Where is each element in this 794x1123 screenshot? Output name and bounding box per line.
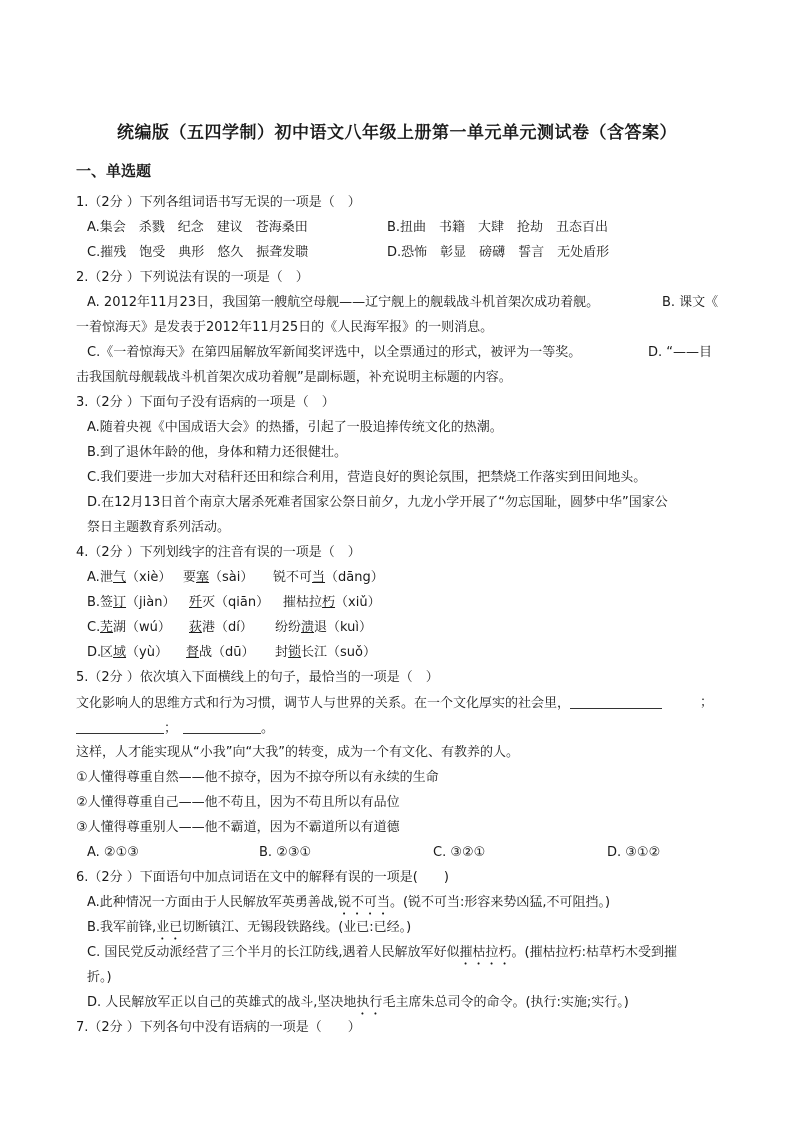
question-5-blanks: ； 。 (76, 719, 274, 738)
option-b: B. ②③① (259, 845, 312, 860)
option-label: A. (87, 570, 100, 585)
option-c: C. 国民党反动派经营了三个半月的长江防线,遇着人民解放军好似摧枯拉朽。(摧枯拉朽:枯草朽木受到摧 (87, 945, 677, 960)
question-5-stem: 5.（2分 ）依次填入下面横线上的句子，最恰当的一项是（ ） (76, 670, 439, 685)
option-b: B.我军前锋,业已切断镇江、无锡段铁路线。(业已:已经。) (87, 920, 412, 935)
word-1: 芜湖（wú） (100, 620, 171, 635)
question-5-passage-end: 这样，人才能实现从“小我”向“大我”的转变，成为一个有文化、有教养的人。 (76, 745, 519, 760)
blank-1 (570, 694, 662, 709)
option-d-continued: 祭日主题教育系列活动。 (87, 520, 231, 535)
question-1-stem: 1.（2分 ）下列各组词语书写无误的一项是（ ） (76, 195, 361, 210)
blank-3 (183, 719, 261, 734)
section-heading: 一、单选题 (76, 162, 152, 180)
option-d-continued: 击我国航母舰载战斗机首架次成功着舰”是副标题，补充说明主标题的内容。 (76, 370, 512, 385)
option-c: C.我们要进一步加大对秸秆还田和综合利用，营造良好的舆论氛围，把禁烧工作落实到田间地头。 (87, 470, 647, 485)
word-1: 签订（jiàn） (100, 595, 176, 610)
option-a: A.此种情况一方面由于人民解放军英勇善战,锐不可当。(锐不可当:形容来势凶猛,不可阻挡。) (87, 895, 611, 910)
question-4-stem: 4.（2分 ）下列划线字的注音有误的一项是（ ） (76, 545, 361, 560)
question-7-stem: 7.（2分 ）下列各句中没有语病的一项是（ ） (76, 1020, 361, 1035)
question-2-stem: 2.（2分 ）下列说法有误的一项是（ ） (76, 270, 309, 285)
option-d: D. ③①② (607, 845, 661, 860)
word-2: 要塞（sài） (183, 570, 254, 585)
option-c: C. ③②① (433, 845, 486, 860)
word-2: 荻港（dí） (189, 620, 253, 635)
option-b: B.到了退休年龄的他，身体和精力还很健壮。 (87, 445, 348, 460)
option-b-continued: 一着惊海天》是发表于2012年11月25日的《人民海军报》的一则消息。 (76, 320, 494, 335)
option-a: A. 2012年11月23日，我国第一艘航空母舰——辽宁舰上的舰载战斗机首架次成功着舰。 (87, 295, 600, 310)
option-b: B.扭曲 书籍 大肆 抢劫 丑态百出 (387, 220, 609, 235)
word-1: 泄气（xiè） (100, 570, 172, 585)
option-c-continued: 折。) (87, 970, 112, 985)
separator: ； (700, 695, 714, 710)
option-b: B. 课文《 (662, 295, 719, 310)
word-3: 摧枯拉朽（xiǔ） (283, 595, 381, 610)
word-2: 督战（dū） (186, 645, 255, 660)
option-d: D. “——目 (648, 345, 713, 360)
blank-2 (76, 719, 164, 734)
sentence-1: ①人懂得尊重自然——他不掠夺，因为不掠夺所以有永续的生命 (76, 770, 439, 785)
option-a: A.集会 杀戮 纪念 建议 苍海桑田 (87, 220, 308, 235)
option-d: D.恐怖 彰显 磅礴 誓言 无处盾形 (387, 245, 610, 260)
option-c: C.摧残 饱受 典形 悠久 振聋发聩 (87, 245, 309, 260)
option-d: D. 人民解放军正以自己的英雄式的战斗,坚决地执行毛主席朱总司令的命令。(执行:实施;实行。) (87, 995, 629, 1010)
question-3-stem: 3.（2分 ）下面句子没有语病的一项是（ ） (76, 395, 335, 410)
sentence-3: ③人懂得尊重别人——他不霸道，因为不霸道所以有道德 (76, 820, 400, 835)
page-title: 统编版（五四学制）初中语文八年级上册第一单元单元测试卷（含答案） (117, 123, 677, 143)
word-2: 歼灭（qiān） (189, 595, 270, 610)
sentence-2: ②人懂得尊重自己——他不苟且，因为不苟且所以有品位 (76, 795, 400, 810)
option-d: D.在12月13日首个南京大屠杀死难者国家公祭日前夕，九龙小学开展了“勿忘国耻，圆梦中华”国家公 (87, 495, 668, 510)
option-label: C. (87, 620, 101, 635)
option-c: C.《一着惊海天》在第四届解放军新闻奖评选中，以全票通过的形式，被评为一等奖。 (87, 345, 582, 360)
option-a: A. ②①③ (87, 845, 139, 860)
option-a: A.随着央视《中国成语大会》的热播，引起了一股追捧传统文化的热潮。 (87, 420, 503, 435)
word-3: 封锁长江（suǒ） (275, 645, 376, 660)
option-label: B. (87, 595, 101, 610)
question-5-passage: 文化影响人的思维方式和行为习惯，调节人与世界的关系。在一个文化厚实的社会里， (76, 694, 662, 713)
word-3: 锐不可当（dāng） (273, 570, 384, 585)
word-1: 区域（yù） (100, 645, 168, 660)
word-3: 纷纷溃退（kuì） (275, 620, 373, 635)
option-label: D. (87, 645, 102, 660)
question-6-stem: 6.（2分 ）下面语句中加点词语在文中的解释有误的一项是( ) (76, 870, 449, 885)
